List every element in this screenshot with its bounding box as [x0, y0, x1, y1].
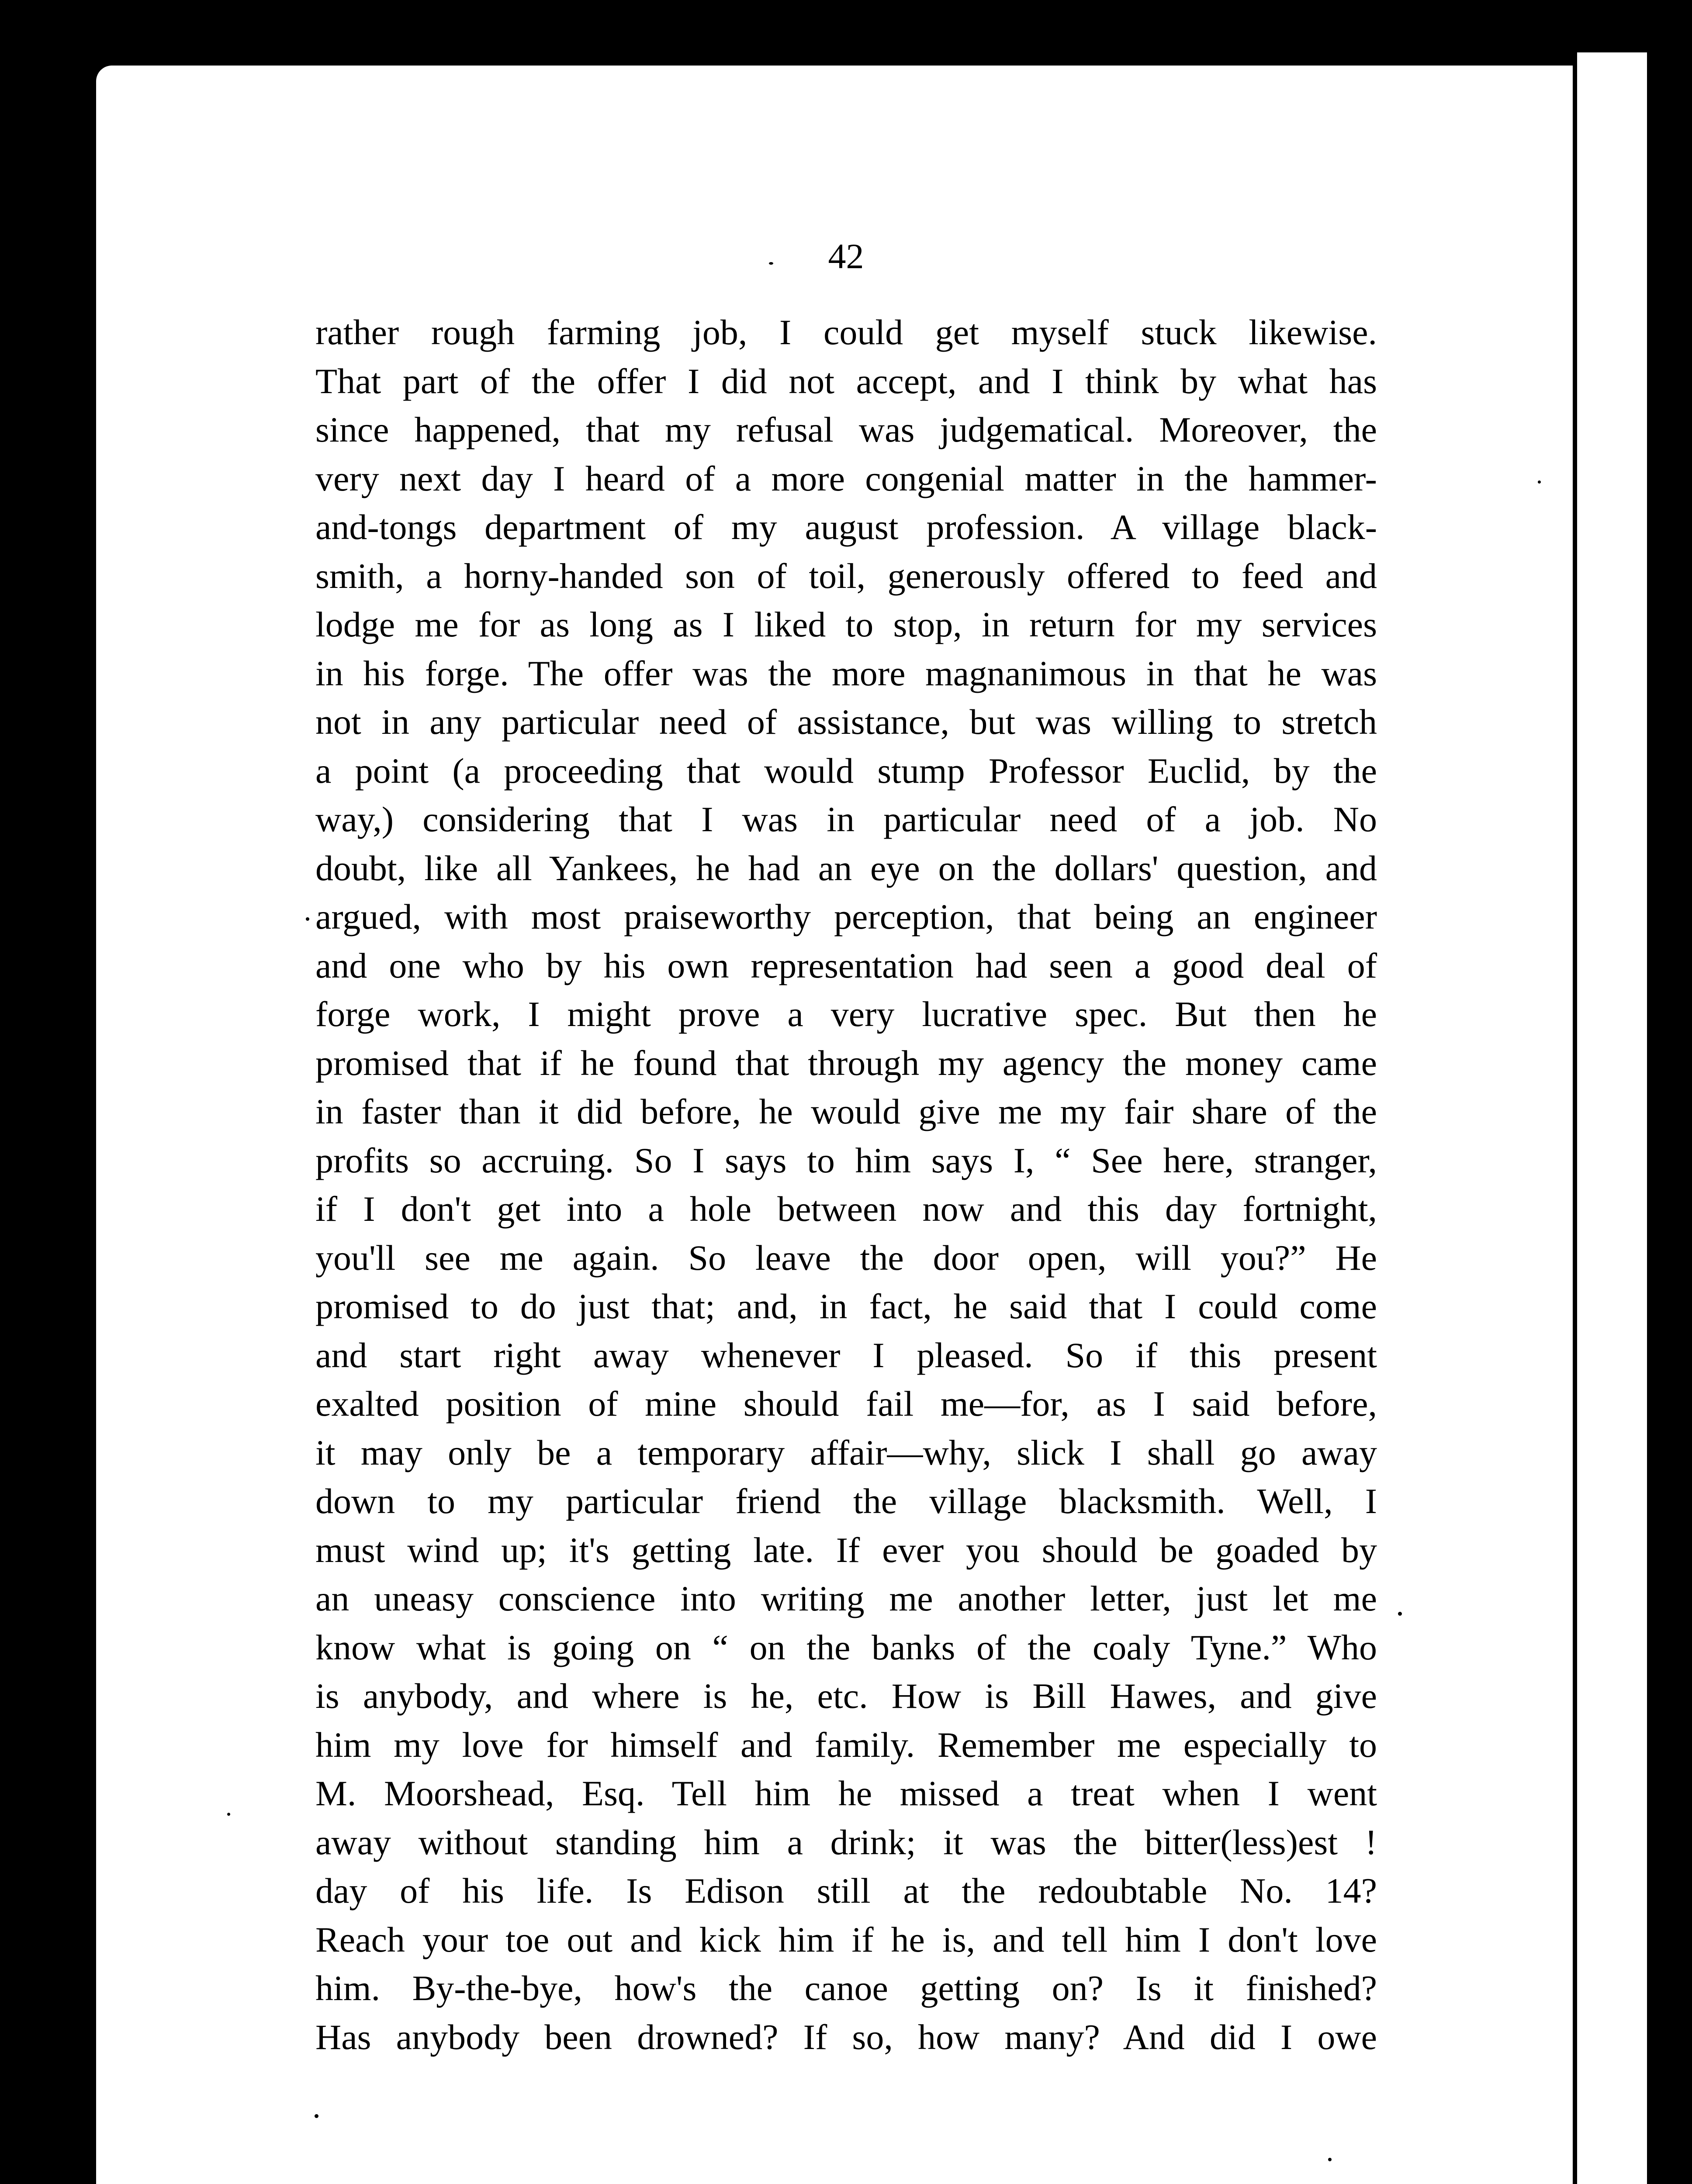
text-line: promised to do just that; and, in fact, he said that I could come	[315, 1286, 1377, 1326]
text-line: a point (a proceeding that would stump Professor Euclid, by the	[315, 750, 1377, 791]
text-line: doubt, like all Yankees, he had an eye on the dollars' question, and	[315, 848, 1377, 888]
scan-speck	[315, 2114, 318, 2118]
text-line: in faster than it did before, he would give me my fair share of the	[315, 1092, 1377, 1131]
text-line: M. Moorshead, Esq. Tell him he missed a treat when I went	[315, 1773, 1377, 1813]
text-line: way,) considering that I was in particular need of a job. No	[315, 799, 1377, 839]
text-line: Has anybody been drowned? If so, how many? And did I owe	[315, 2017, 1377, 2057]
text-line: forge work, I might prove a very lucrative spec. But then he	[315, 994, 1377, 1034]
text-line: That part of the offer I did not accept, and I think by what has	[315, 361, 1377, 401]
text-line: argued, with most praiseworthy perception, that being an engineer	[315, 897, 1377, 936]
text-line: and one who by his own representation had seen a good deal of	[315, 945, 1377, 985]
text-line: not in any particular need of assistance, but was willing to stretch	[315, 702, 1377, 742]
text-line: is anybody, and where is he, etc. How is Bill Hawes, and give	[315, 1676, 1377, 1716]
text-line: you'll see me again. So leave the door open, will you?” He	[315, 1237, 1377, 1278]
scan-speck	[769, 262, 773, 265]
text-line: Reach your toe out and kick him if he is, and tell him I don't love	[315, 1919, 1377, 1959]
text-line: and start right away whenever I pleased. So if this present	[315, 1335, 1377, 1375]
page-number: 42	[828, 236, 864, 276]
text-line: away without standing him a drink; it was the bitter(less)est !	[315, 1822, 1377, 1862]
scan-speck	[1398, 1612, 1402, 1616]
text-line: smith, a horny-handed son of toil, generously offered to feed and	[315, 556, 1377, 596]
text-line: exalted position of mine should fail me—for, as I said before,	[315, 1384, 1377, 1424]
text-line: down to my particular friend the village blacksmith. Well, I	[315, 1481, 1377, 1521]
text-line: know what is going on “ on the banks of the coaly Tyne.” Who	[315, 1627, 1377, 1667]
scan-speck	[1328, 2158, 1332, 2161]
text-line: day of his life. Is Edison still at the redoubtable No. 14?	[315, 1871, 1377, 1911]
text-line: since happened, that my refusal was judgematical. Moreover, the	[315, 410, 1377, 449]
text-line: in his forge. The offer was the more magnanimous in that he was	[315, 653, 1377, 693]
body-text	[315, 308, 1377, 2061]
text-line: it may only be a temporary affair—why, slick I shall go away	[315, 1432, 1377, 1472]
scan-speck	[227, 1813, 230, 1816]
text-line: lodge me for as long as I liked to stop, in return for my services	[315, 605, 1377, 644]
text-line: and-tongs department of my august profession. A village black-	[315, 507, 1377, 547]
adjacent-page-edge	[1577, 52, 1647, 2184]
text-line: profits so accruing. So I says to him says I, “ See here, stranger,	[315, 1140, 1377, 1180]
text-line: him. By-the-bye, how's the canoe getting on? Is it finished?	[315, 1968, 1377, 2008]
text-line: rather rough farming job, I could get myself stuck likewise.	[315, 312, 1377, 352]
scan-speck	[306, 917, 309, 921]
text-line: an uneasy conscience into writing me another letter, just let me	[315, 1579, 1377, 1618]
text-line: promised that if he found that through my agency the money came	[315, 1043, 1377, 1083]
text-line: very next day I heard of a more congenial matter in the hammer-	[315, 458, 1377, 498]
text-line: if I don't get into a hole between now and this day fortnight,	[315, 1189, 1377, 1229]
text-line: must wind up; it's getting late. If ever you should be goaded by	[315, 1530, 1377, 1570]
scan-speck	[1538, 480, 1541, 484]
text-line: him my love for himself and family. Remember me especially to	[315, 1724, 1377, 1765]
